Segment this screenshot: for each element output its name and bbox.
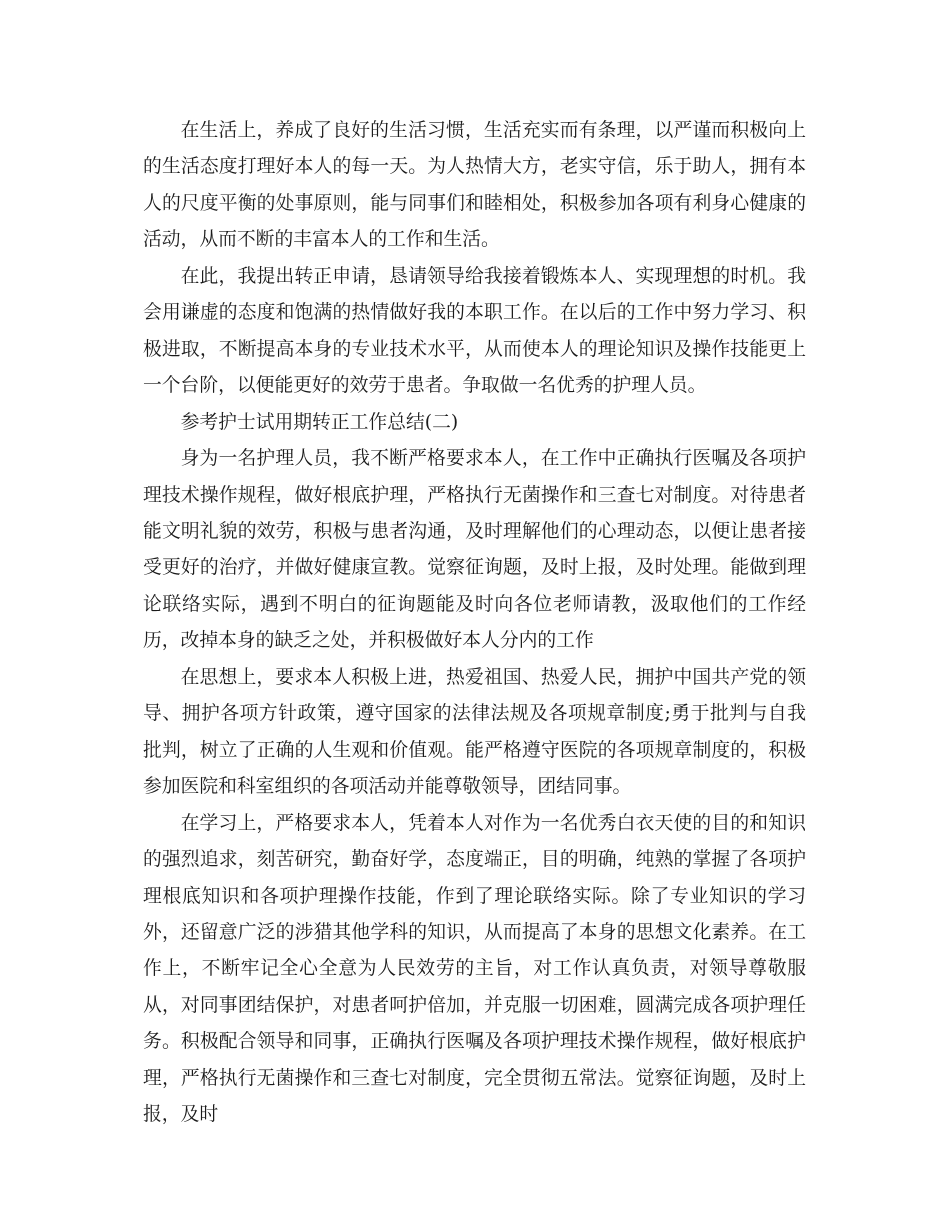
paragraph-life: 在生活上，养成了良好的生活习惯，生活充实而有条理，以严谨而积极向上的生活态度打理好本人的每一天。为人热情大方，老实守信，乐于助人，拥有本人的尺度平衡的处事原则，能与同事们和睦相处，积极参加各项有利身心健康的活动，从而不断的丰富本人的工作和生活。: [143, 120, 806, 251]
section-heading: 参考护士试用期转正工作总结(二): [180, 411, 459, 433]
paragraph-nursing-work: 身为一名护理人员，我不断严格要求本人，在工作中正确执行医嘱及各项护理技术操作规程，做好根底护理，严格执行无菌操作和三查七对制度。对待患者能文明礼貌的效劳，积极与患者沟通，及时理解他们的心理动态，以便让患者接受更好的治疗，并做好健康宣教。觉察征询题，及时上报，及时处理。能做到理论联络实际，遇到不明白的征询题能及时向各位老师请教，汲取他们的工作经历，改掉本身的缺乏之处，并积极做好本人分内的工作: [143, 448, 806, 652]
paragraph-study: 在学习上，严格要求本人，凭着本人对作为一名优秀白衣天使的目的和知识的强烈追求，刻苦研究，勤奋好学，态度端正，目的明确，纯熟的掌握了各项护理根底知识和各项护理操作技能，作到了理论联络实际。除了专业知识的学习外，还留意广泛的涉猎其他学科的知识，从而提高了本身的思想文化素养。在工作上，不断牢记全心全意为人民效劳的主旨，对工作认真负责，对领导尊敬服从，对同事团结保护，对患者呵护倍加，并克服一切困难，圆满完成各项护理任务。积极配合领导和同事，正确执行医嘱及各项护理技术操作规程，做好根底护理，严格执行无菌操作和三查七对制度，完全贯彻五常法。觉察征询题，及时上报，及时: [143, 812, 806, 1126]
document-body: [143, 113, 806, 1134]
paragraph-application: 在此，我提出转正申请，恳请领导给我接着锻炼本人、实现理想的时机。我会用谦虚的态度和饱满的热情做好我的本职工作。在以后的工作中努力学习、积极进取，不断提高本身的专业技术水平，从而使本人的理论知识及操作技能更上一个台阶，以便能更好的效劳于患者。争取做一名优秀的护理人员。: [143, 265, 806, 397]
paragraph-thought: 在思想上，要求本人积极上进，热爱祖国、热爱人民，拥护中国共产党的领导、拥护各项方针政策，遵守国家的法律法规及各项规章制度;勇于批判与自我批判，树立了正确的人生观和价值观。能严格遵守医院的各项规章制度的，积极参加医院和科室组织的各项活动并能尊敬领导，团结同事。: [143, 666, 806, 798]
